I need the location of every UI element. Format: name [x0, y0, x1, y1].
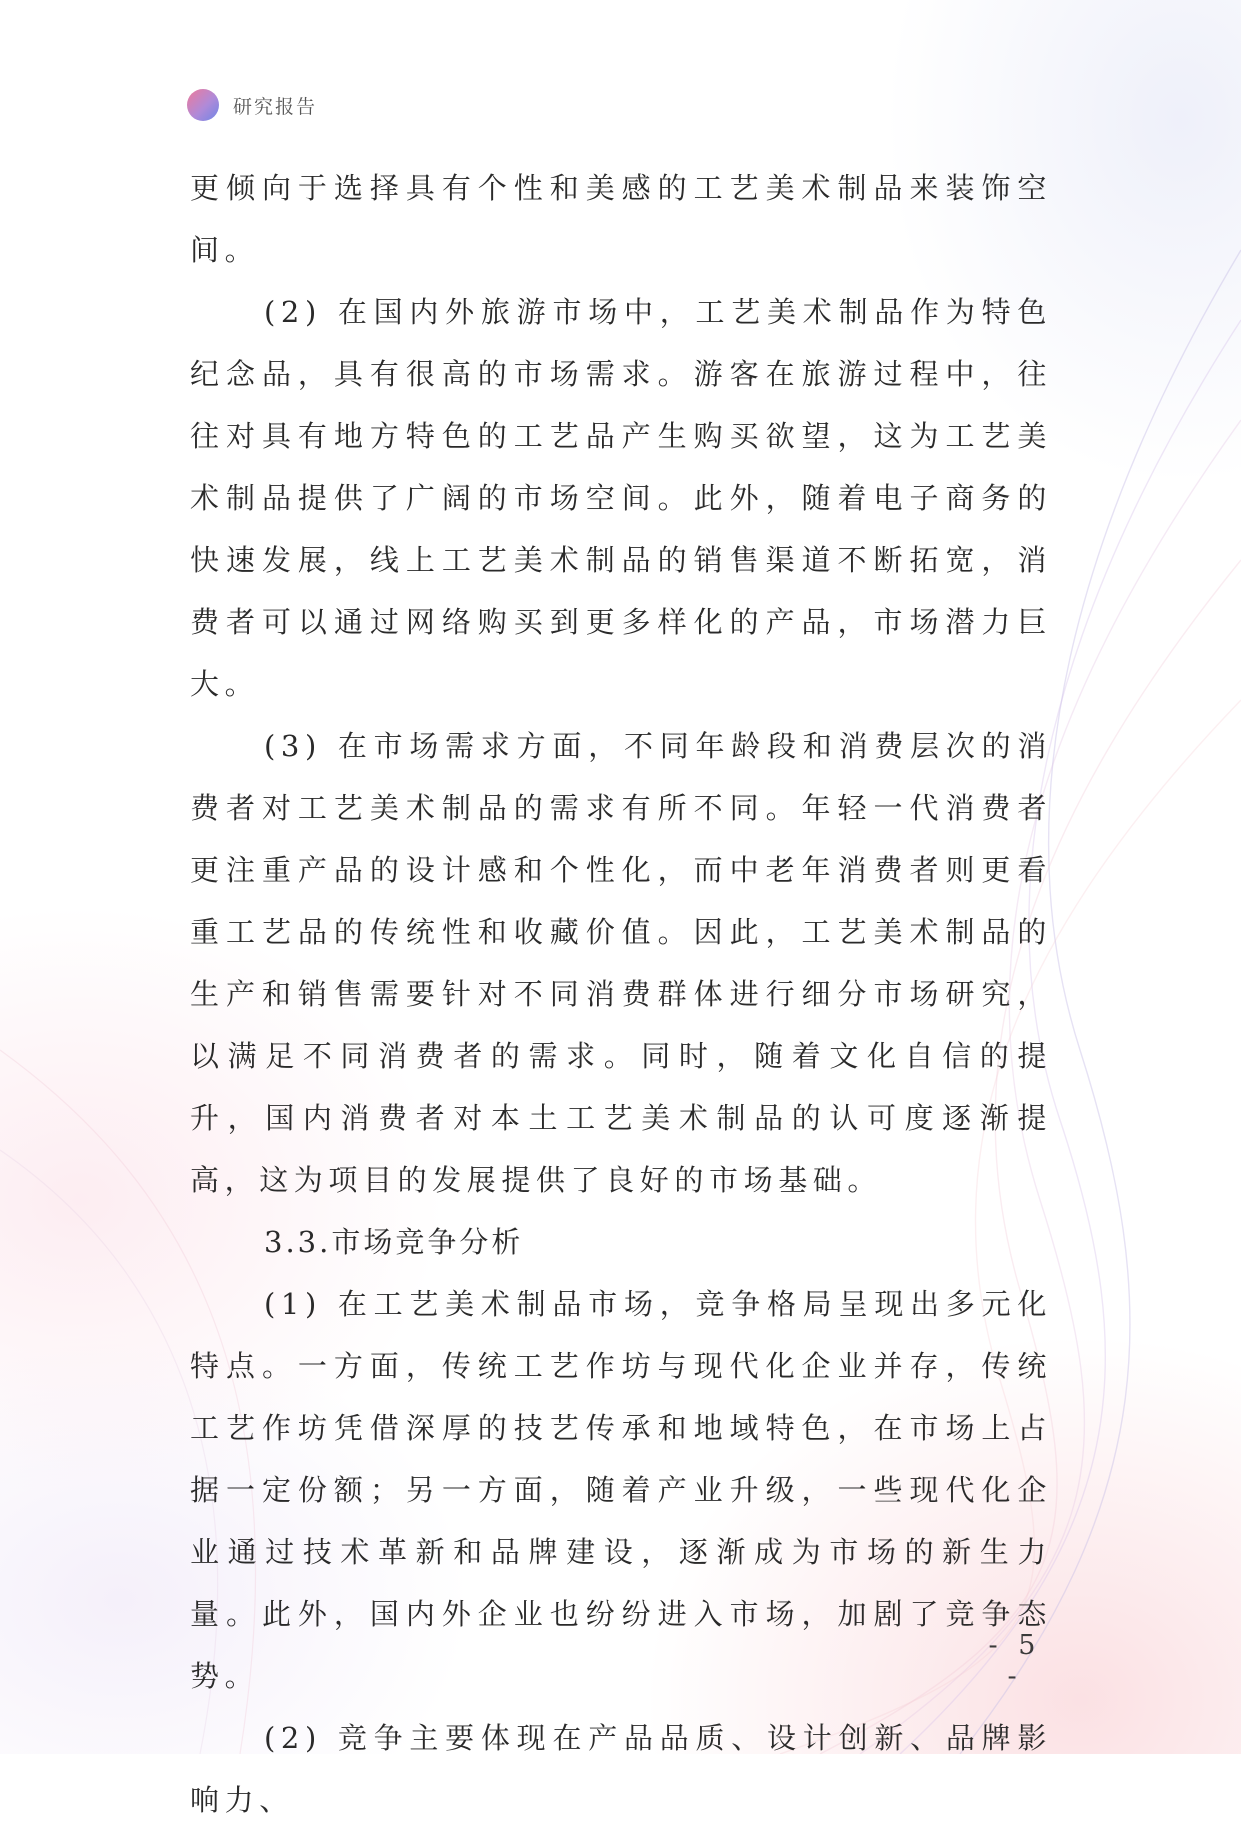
page-header — [187, 89, 317, 121]
page-number: - 5 - — [988, 1630, 1042, 1692]
paragraph-competition-1: (1) 在工艺美术制品市场，竞争格局呈现出多元化特点。一方面，传统工艺作坊与现代化企业并存，传统工艺作坊凭借深厚的技艺传承和地域特色，在市场上占据一定份额；另一方面，随着产业升级，一些现代化企业通过技术革新和品牌建设，逐渐成为市场的新生力量。此外，国内外企业也纷纷进入市场，加剧了竞争态势。 — [190, 1287, 1052, 1693]
paragraph-2: (2) 在国内外旅游市场中，工艺美术制品作为特色纪念品，具有很高的市场需求。游客在旅游过程中，往往对具有地方特色的工艺品产生购买欲望，这为工艺美术制品提供了广阔的市场空间。此外，随着电子商务的快速发展，线上工艺美术制品的销售渠道不断拓宽，消费者可以通过网络购买到更多样化的产品，市场潜力巨大。 — [190, 295, 1052, 701]
paragraph-continued: 更倾向于选择具有个性和美感的工艺美术制品来装饰空间。 — [190, 171, 1052, 267]
header-label: 研究报告 — [233, 95, 318, 118]
logo-circle-icon — [187, 89, 219, 121]
document-body — [190, 157, 1052, 1831]
paragraph-3: (3) 在市场需求方面，不同年龄段和消费层次的消费者对工艺美术制品的需求有所不同。年轻一代消费者更注重产品的设计感和个性化，而中老年消费者则更看重工艺品的传统性和收藏价值。因此，工艺美术制品的生产和销售需要针对不同消费群体进行细分市场研究，以满足不同消费者的需求。同时，随着文化自信的提升，国内消费者对本土工艺美术制品的认可度逐渐提高，这为项目的发展提供了良好的市场基础。 — [190, 729, 1052, 1197]
paragraph-competition-2: (2) 竞争主要体现在产品品质、设计创新、品牌影响力、 — [190, 1721, 1052, 1817]
section-heading: 3.3.市场竞争分析 — [264, 1225, 524, 1259]
